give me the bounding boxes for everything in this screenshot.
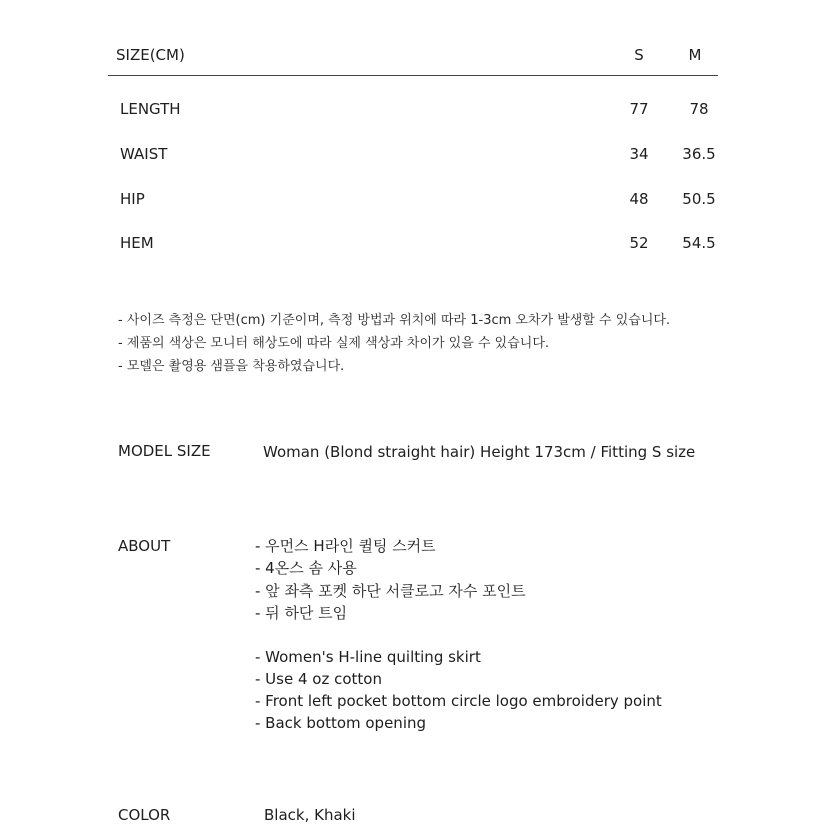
row-label-waist: WAIST — [120, 145, 168, 163]
row-label-length: LENGTH — [120, 100, 181, 118]
list-item: - Use 4 oz cotton — [255, 670, 382, 688]
row-length-s: 77 — [629, 100, 649, 118]
row-waist-m: 36.5 — [682, 145, 716, 163]
about-label: ABOUT — [118, 537, 171, 555]
list-item: - 우먼스 H라인 퀼팅 스커트 — [255, 537, 436, 555]
list-item: - Back bottom opening — [255, 714, 427, 732]
list-item: - Front left pocket bottom circle logo embroidery point — [255, 692, 662, 710]
row-hem-s: 52 — [629, 234, 649, 252]
model-size-label: MODEL SIZE — [118, 442, 211, 460]
size-table-header-label: SIZE(CM) — [116, 46, 185, 64]
list-item: - 4온스 솜 사용 — [255, 559, 357, 577]
list-item: - 뒤 하단 트임 — [255, 604, 348, 622]
model-size-value: Woman (Blond straight hair) Height 173cm / Fitting S size — [263, 443, 696, 461]
row-hip-m: 50.5 — [682, 190, 716, 208]
row-length-m: 78 — [689, 100, 709, 118]
row-hip-s: 48 — [629, 190, 649, 208]
list-item: - Women's H-line quilting skirt — [255, 648, 481, 666]
list-item: - 앞 좌측 포켓 하단 서클로고 자수 포인트 — [255, 582, 526, 600]
row-waist-s: 34 — [629, 145, 649, 163]
size-header-m: M — [688, 46, 702, 64]
color-label: COLOR — [118, 806, 171, 824]
note-item: - 사이즈 측정은 단면(cm) 기준이며, 측정 방법과 위치에 따라 1-3cm 오차가 발생할 수 있습니다. — [118, 313, 671, 328]
size-header-s: S — [634, 46, 644, 64]
row-label-hip: HIP — [120, 190, 145, 208]
row-label-hem: HEM — [120, 234, 154, 252]
row-hem-m: 54.5 — [682, 234, 716, 252]
note-item: - 모델은 촬영용 샘플을 착용하였습니다. — [118, 359, 345, 374]
color-value: Black, Khaki — [264, 806, 356, 824]
note-item: - 제품의 색상은 모니터 해상도에 따라 실제 색상과 차이가 있을 수 있습니다. — [118, 336, 550, 351]
size-table-divider — [108, 75, 718, 76]
